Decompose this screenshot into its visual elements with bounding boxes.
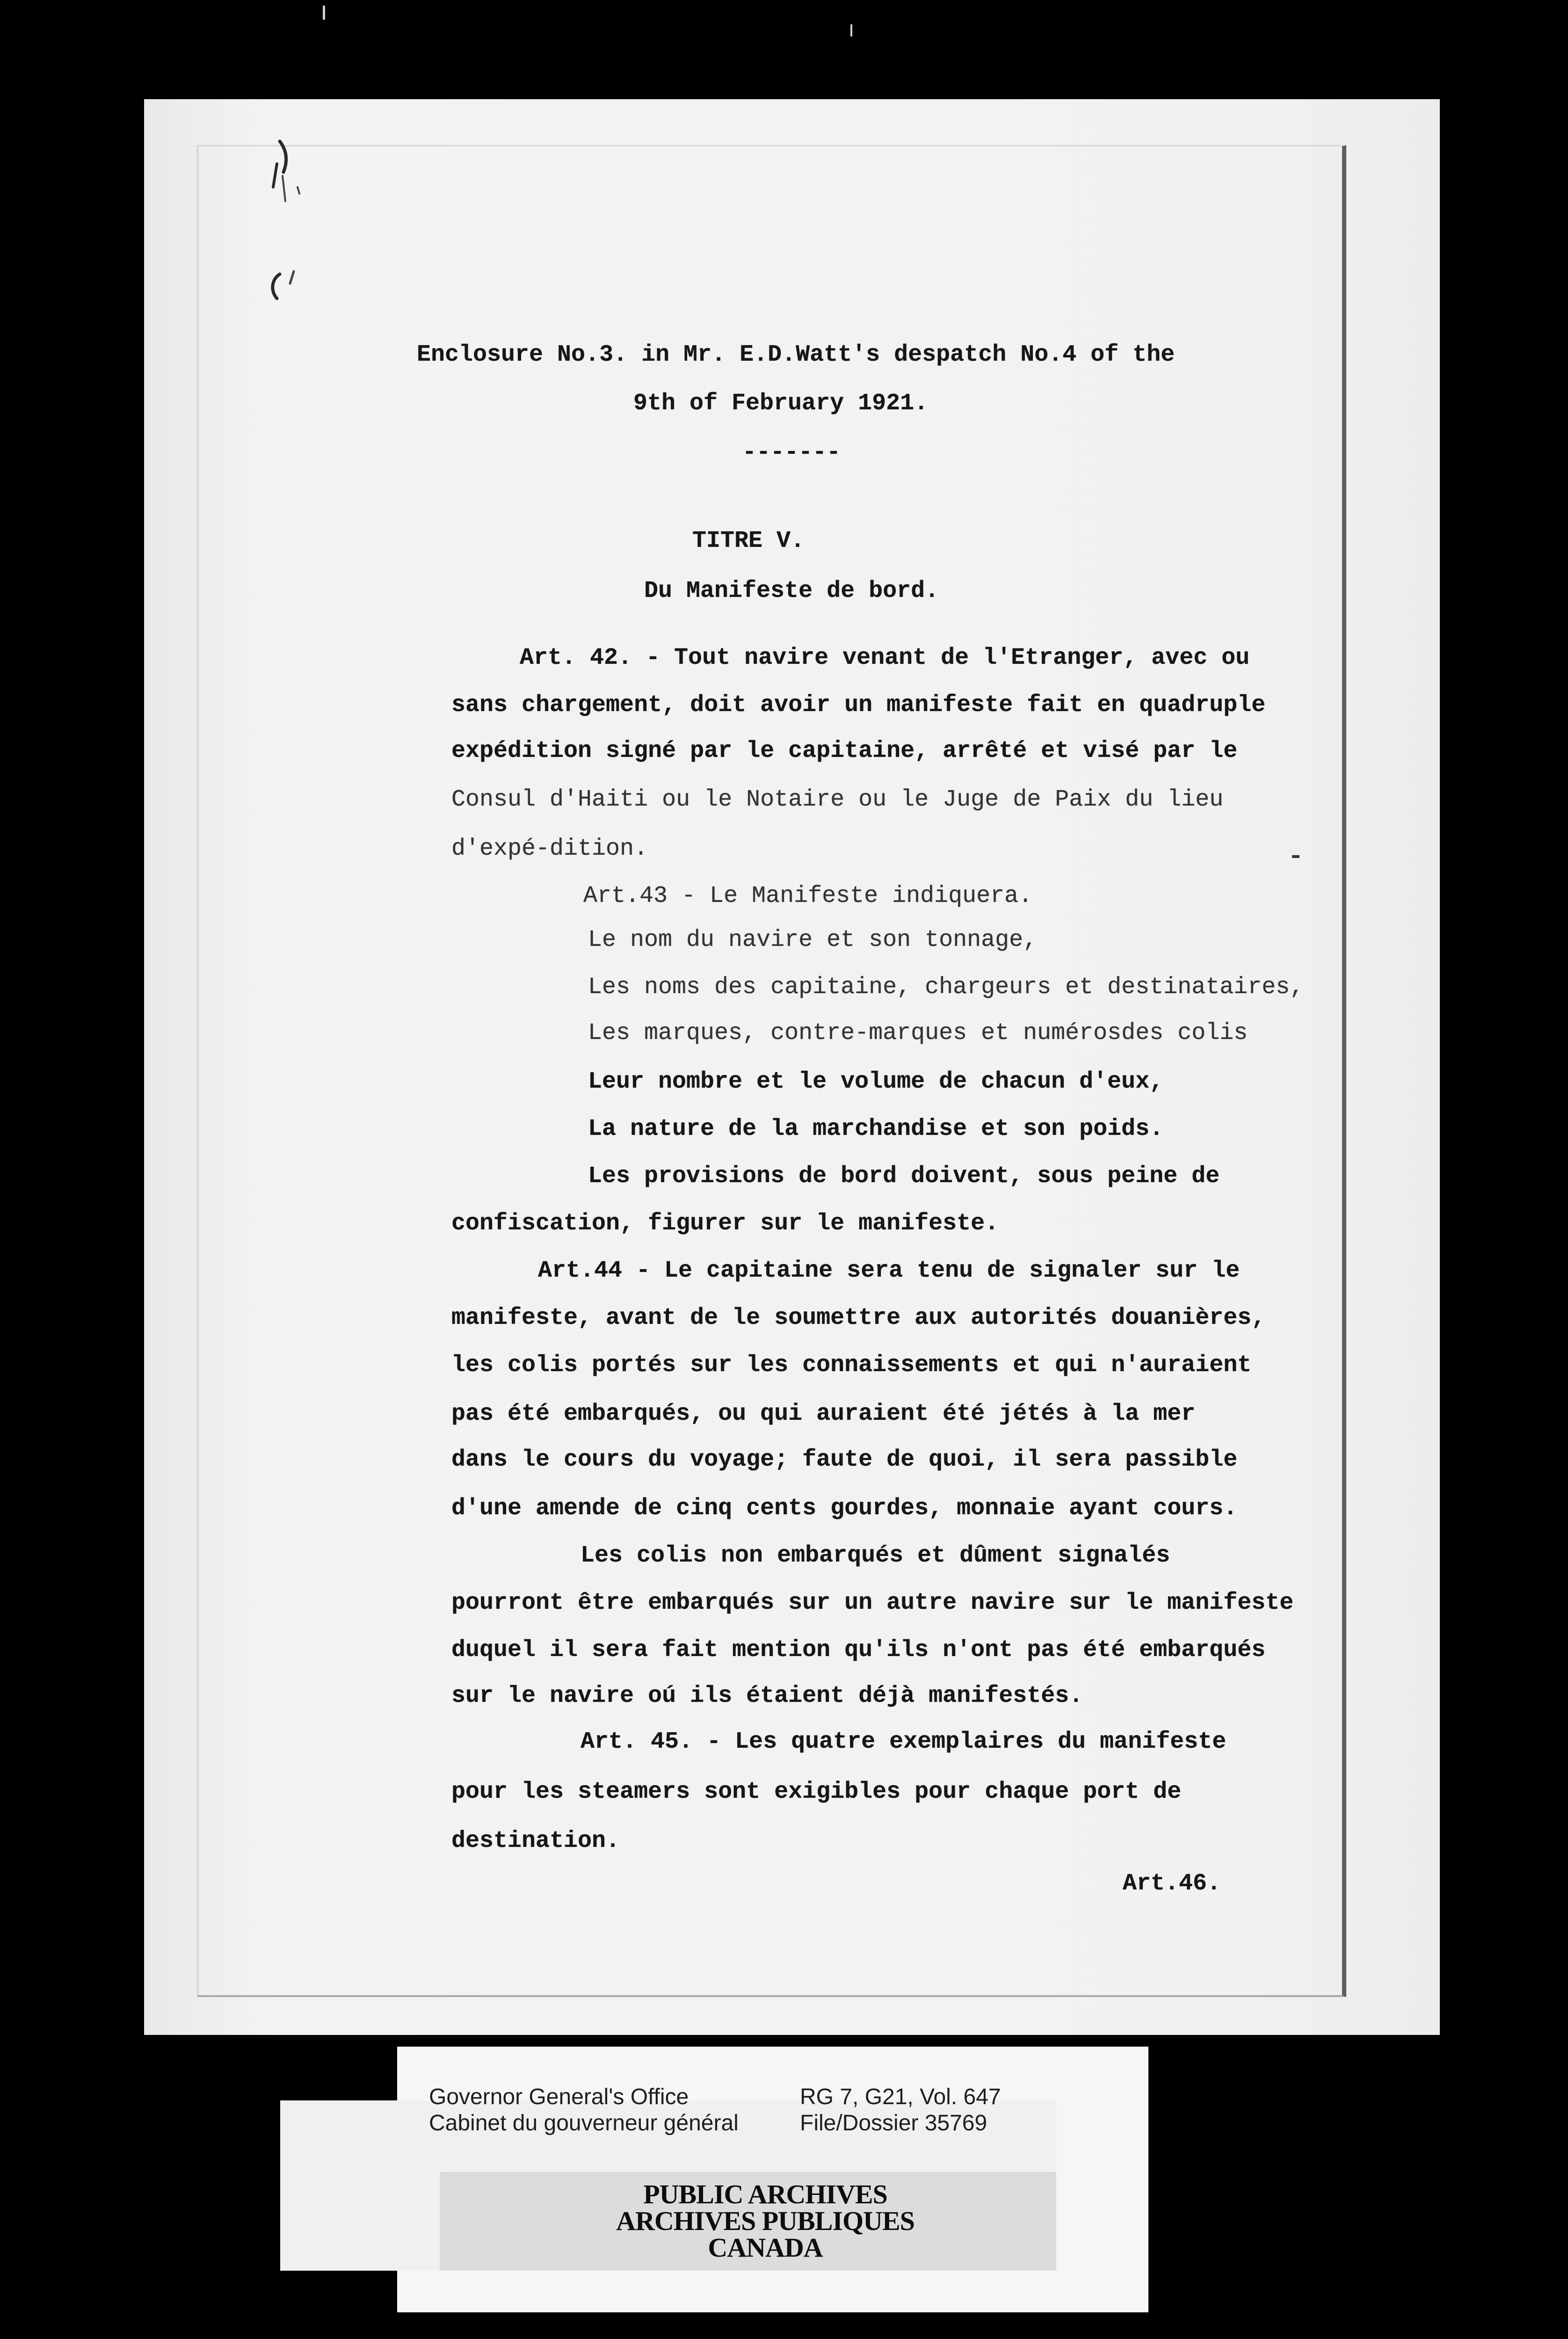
art43-line: Les provisions de bord doivent, sous peine de — [588, 1163, 1220, 1190]
art44-line: les colis portés sur les connaissements et qui n'auraient — [451, 1352, 1252, 1379]
section-subtitle: Du Manifeste de bord. — [644, 578, 939, 604]
enclosure-heading: Enclosure No.3. in Mr. E.D.Watt's despatch No.4 of the — [417, 341, 1175, 368]
art45-line: destination. — [451, 1828, 620, 1854]
art43-line: La nature de la marchandise et son poids. — [588, 1116, 1164, 1142]
art43-line: Leur nombre et le volume de chacun d'eux, — [588, 1068, 1164, 1095]
stamp-line-english: PUBLIC ARCHIVES — [643, 2179, 887, 2209]
colis-paragraph-line: sur le navire oú ils étaient déjà manifestés. — [451, 1683, 1083, 1709]
art44-line: pas été embarqués, ou qui auraient été jétés à la mer — [451, 1401, 1196, 1427]
stamp-line-french: ARCHIVES PUBLIQUES — [616, 2206, 915, 2236]
section-title: TITRE V. — [692, 528, 805, 554]
art42-line: Consul d'Haiti ou le Notaire ou le Juge de Paix du lieu — [451, 786, 1224, 813]
art42-line: sans chargement, doit avoir un manifeste fait en quadruple — [451, 692, 1266, 719]
art43-line: Le nom du navire et son tonnage, — [588, 927, 1038, 953]
art44-line: dans le cours du voyage; faute de quoi, il sera passible — [451, 1446, 1238, 1473]
archive-reference — [800, 2084, 1001, 2136]
art42-line: expédition signé par le capitaine, arrêté et visé par le — [451, 738, 1238, 764]
art43-line: confiscation, figurer sur le manifeste. — [451, 1210, 999, 1237]
art43-line: Les marques, contre-marques et numérosdes colis — [588, 1020, 1248, 1046]
art44-line: manifeste, avant de le soumettre aux autorités douanières, — [451, 1305, 1266, 1331]
art43-line: Les noms des capitaine, chargeurs et destinataires, — [588, 974, 1304, 1001]
record-group-reference: RG 7, G21, Vol. 647 — [800, 2085, 1001, 2109]
catchword: Art.46. — [1123, 1870, 1221, 1897]
scan-artifact — [323, 6, 325, 20]
public-archives-stamp — [508, 2181, 1023, 2261]
art45-line: pour les steamers sont exigibles pour chaque port de — [451, 1779, 1182, 1805]
ink-mark — [1292, 855, 1299, 858]
stamp-line-country: CANADA — [708, 2232, 823, 2263]
colis-paragraph-line: duquel il sera fait mention qu'ils n'ont pas été embarqués — [451, 1637, 1266, 1663]
art43-line: Art.43 - Le Manifeste indiquera. — [583, 883, 1033, 909]
art45-line: Art. 45. - Les quatre exemplaires du manifeste — [581, 1729, 1227, 1755]
enclosure-date: 9th of February 1921. — [633, 390, 929, 417]
art44-line: d'une amende de cinq cents gourdes, monnaie ayant cours. — [451, 1495, 1238, 1522]
colis-paragraph-line: pourront être embarqués sur un autre navire sur le manifeste — [451, 1590, 1294, 1616]
art42-line: d'expé-dition. — [451, 835, 648, 862]
heading-rule: ------- — [742, 439, 841, 466]
art44-line: Art.44 - Le capitaine sera tenu de signaler sur le — [538, 1257, 1240, 1284]
scan-artifact — [850, 24, 852, 36]
office-english: Governor General's Office — [429, 2085, 689, 2109]
archive-office — [429, 2084, 739, 2136]
colis-paragraph-line: Les colis non embarqués et dûment signalés — [581, 1542, 1170, 1569]
art42-line: Art. 42. - Tout navire venant de l'Etranger, avec ou — [520, 645, 1250, 671]
office-french: Cabinet du gouverneur général — [429, 2111, 739, 2136]
file-dossier-number: File/Dossier 35769 — [800, 2111, 987, 2136]
handwritten-mark-icon — [253, 131, 346, 318]
